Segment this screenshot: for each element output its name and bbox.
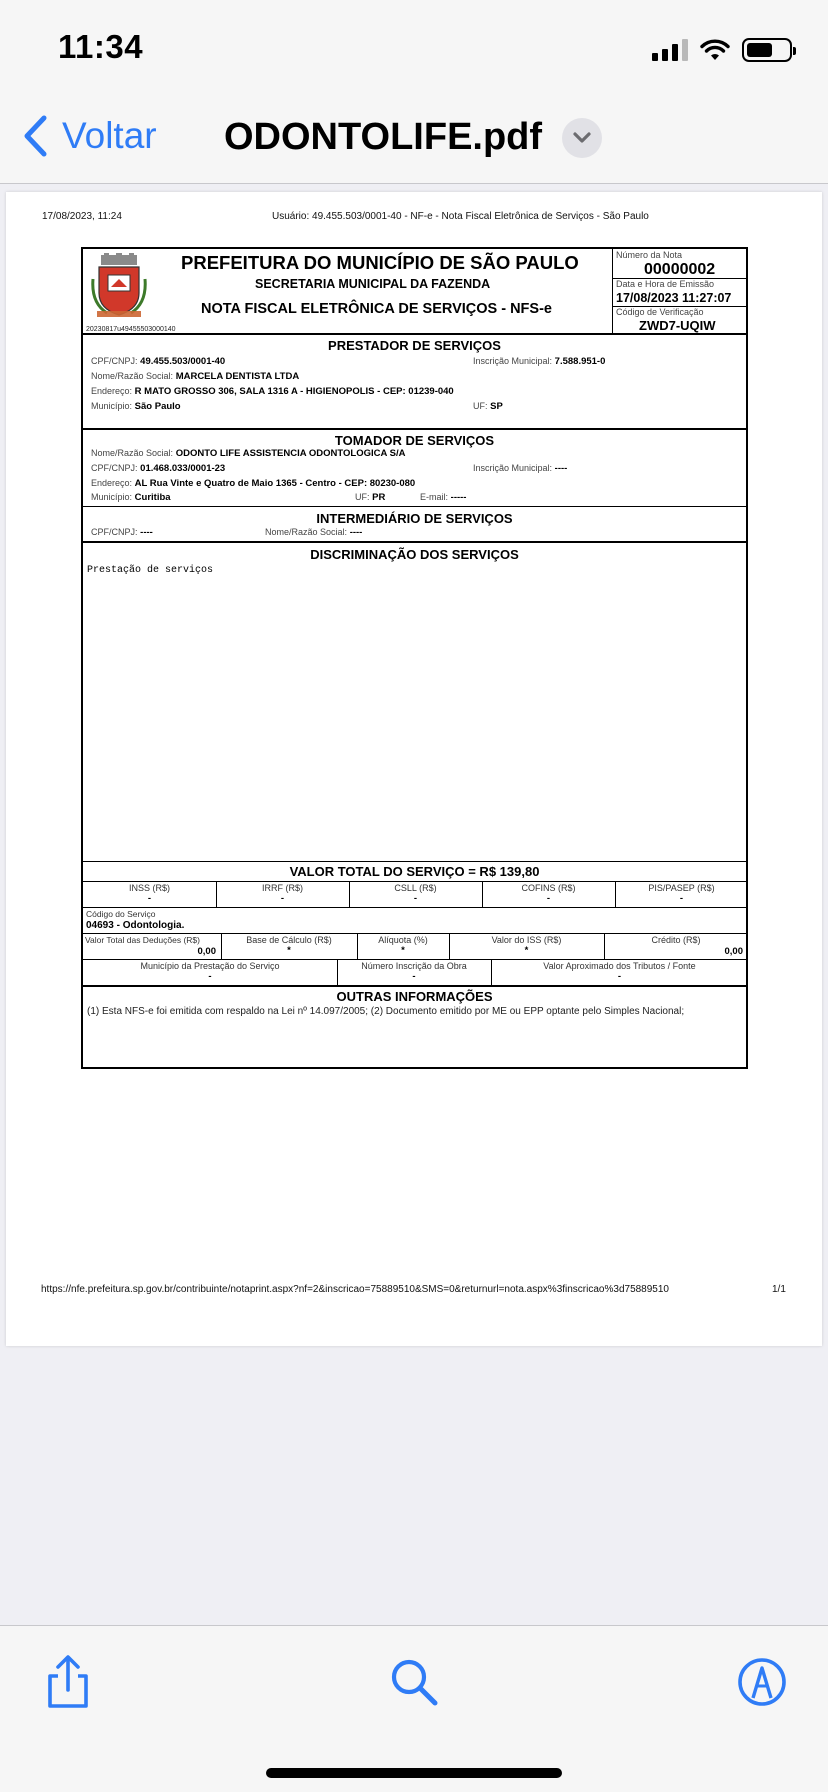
tomador-email: -----	[450, 492, 467, 503]
valor-total: VALOR TOTAL DO SERVIÇO = R$ 139,80	[289, 864, 540, 879]
numero-inscricao-obra: Número Inscrição da Obra -	[361, 961, 467, 982]
codigo-verificacao-label: Código de Verificação	[616, 307, 704, 317]
aliquota: Alíquota (%) *	[378, 935, 428, 956]
imposto-pis-pasep: PIS/PASEP (R$) -	[648, 883, 715, 904]
codigo-verificacao-value: ZWD7-UQIW	[639, 318, 716, 333]
data-emissao-value: 17/08/2023 11:27:07	[616, 291, 732, 305]
chevron-down-icon	[572, 131, 592, 145]
print-user: Usuário: 49.455.503/0001-40 - NF-e - Nota Fiscal Eletrônica de Serviços - São Paulo	[272, 211, 649, 222]
nfse-document: 20230817u49455503000140 PREFEITURA DO MUNICÍPIO DE SÃO PAULO SECRETARIA MUNICIPAL DA FAZENDA NOTA FISCAL ELETRÔNICA DE SERVIÇOS - NFS-e Número da Nota 00000002 Data e Hora de Emissão 17/08/2023 11:27:07 Código de Verificação ZWD7-UQIW PRESTADOR DE SERVIÇOS CPF/CNPJ: 49.455.503/0001-40 Inscrição Municipal: 7.588.951-0 Nome/Razão Social: MARCELA DENTISTA LTDA Endereço: R MATO GROSSO 306, SALA 1316 A - HIGIENOPOLIS - CEP: 01239-040 Município: São Paulo UF: SP TOMADOR DE SERVIÇOS Nome/Razão Social: ODONTO LIFE ASSISTENCIA ODONTOLOGICA S/A CPF/CNPJ: 01.468.033/0001-23 Inscrição Municipal: ---- Endereço: AL Rua Vinte e Quatro de Maio 1365 - Centro - CEP: 80230-080 Município: Curitiba UF: PR E-mail: ----- INTERMEDIÁRIO DE SERVIÇOS CPF/CNPJ: ---- Nome/Razão Social: ---- DISCRIMINAÇÃO DOS SERVIÇOS Prestação de serviços VALOR TOTAL DO SERVIÇO = R$ 139,80 INSS (R$) - IRRF (R$) - CSLL (R$) - COFINS (R$) - PIS/PASEP (R$) - Código do Serviço 04693 - Odontologia. Valor Total das Deduções (R$) 0,00 Base de Cálculo (R$) * Alíquota (%) * Valor do ISS (R$) * Crédito (R$) 0,00 Município da Prestação do Serviço - Número Inscrição da Obra - Valor Aproximado dos Tributos / Fonte - OUTRAS INFORMAÇÕES (1) Esta NFS-e foi emitida com respaldo na Lei nº 14.097/2005; (2) Documento emitido por ME ou EPP optante pelo Simples Nacional;	[81, 247, 748, 1069]
tomador-inscricao: ----	[554, 463, 568, 474]
pdf-page[interactable]	[6, 192, 822, 1346]
deducoes-label: Valor Total das Deduções (R$)	[85, 935, 200, 945]
base-calculo: Base de Cálculo (R$) *	[246, 935, 332, 956]
bottom-toolbar	[0, 1625, 828, 1792]
navigation-bar	[0, 96, 828, 184]
outras-informacoes-title: OUTRAS INFORMAÇÕES	[336, 989, 493, 1004]
credito-value: 0,00	[724, 946, 743, 957]
header-prefeitura: PREFEITURA DO MUNICÍPIO DE SÃO PAULO	[181, 252, 579, 273]
imposto-inss: INSS (R$) -	[128, 883, 170, 904]
prestador-municipio: São Paulo	[134, 401, 181, 412]
share-button[interactable]	[40, 1654, 96, 1710]
data-emissao-label: Data e Hora de Emissão	[616, 279, 715, 289]
imposto-cofins: COFINS (R$) -	[521, 883, 576, 904]
intermediario-title: INTERMEDIÁRIO DE SERVIÇOS	[316, 511, 513, 526]
prestador-nome: MARCELA DENTISTA LTDA	[175, 371, 300, 382]
codigo-servico-value: 04693 - Odontologia.	[86, 920, 185, 931]
city-coat-of-arms-icon	[91, 253, 147, 319]
outras-informacoes-text: (1) Esta NFS-e foi emitida com respaldo na Lei nº 14.097/2005; (2) Documento emitido por ME ou EPP optante pelo Simples Nacional;	[87, 1006, 685, 1017]
municipio-prestacao: Município da Prestação do Serviço -	[140, 961, 280, 982]
footer-page-number: 1/1	[772, 1284, 786, 1295]
prestador-title: PRESTADOR DE SERVIÇOS	[328, 338, 501, 353]
status-bar	[0, 0, 828, 96]
imposto-irrf: IRRF (R$) -	[262, 883, 303, 904]
credito-label: Crédito (R$)	[651, 935, 701, 945]
markup-button[interactable]	[734, 1654, 790, 1710]
discriminacao-title: DISCRIMINAÇÃO DOS SERVIÇOS	[310, 547, 519, 562]
tomador-endereco: AL Rua Vinte e Quatro de Maio 1365 - Centro - CEP: 80230-080	[134, 478, 416, 489]
deducoes-value: 0,00	[197, 946, 216, 957]
prestador-endereco: R MATO GROSSO 306, SALA 1316 A - HIGIENOPOLIS - CEP: 01239-040	[134, 386, 454, 397]
home-indicator[interactable]	[266, 1768, 562, 1778]
search-icon	[386, 1654, 442, 1710]
discriminacao-text: Prestação de serviços	[87, 565, 214, 576]
intermediario-cpf: ----	[140, 527, 153, 538]
tomador-municipio: Curitiba	[134, 492, 171, 503]
back-button-label: Voltar	[62, 115, 157, 156]
share-icon	[40, 1654, 96, 1710]
battery-icon	[742, 38, 792, 62]
prestador-uf: SP	[490, 401, 503, 412]
imposto-csll: CSLL (R$) -	[394, 883, 437, 904]
tomador-uf: PR	[372, 492, 386, 503]
codigo-servico-label: Código do Serviço	[86, 909, 156, 919]
prestador-cpf: 49.455.503/0001-40	[140, 356, 226, 367]
tomador-title: TOMADOR DE SERVIÇOS	[334, 433, 495, 448]
document-title[interactable]: ODONTOLIFE.pdf	[224, 116, 543, 158]
barcode-text: 20230817u49455503000140	[86, 326, 176, 333]
numero-nota-value: 00000002	[644, 261, 716, 278]
status-icons	[652, 36, 792, 64]
tomador-nome: ODONTO LIFE ASSISTENCIA ODONTOLOGICA S/A	[175, 448, 406, 459]
print-date: 17/08/2023, 11:24	[42, 211, 122, 222]
clock: 11:34	[58, 28, 144, 65]
markup-pen-icon	[734, 1654, 790, 1710]
title-menu-button[interactable]	[562, 118, 602, 158]
valor-iss: Valor do ISS (R$) *	[491, 935, 562, 956]
prestador-inscricao: 7.588.951-0	[554, 356, 606, 367]
back-button[interactable]	[22, 114, 157, 158]
cellular-signal-icon	[652, 39, 688, 61]
footer-url: https://nfe.prefeitura.sp.gov.br/contribuinte/notaprint.aspx?nf=2&inscricao=75889510&SMS=0&returnurl=nota.aspx%3finscricao%3d75889510	[41, 1284, 669, 1295]
intermediario-nome: ----	[349, 527, 363, 538]
numero-nota-label: Número da Nota	[616, 250, 683, 260]
valor-aproximado-tributos: Valor Aproximado dos Tributos / Fonte -	[543, 961, 696, 982]
header-nfse-title: NOTA FISCAL ELETRÔNICA DE SERVIÇOS - NFS-e	[201, 301, 552, 317]
wifi-icon	[700, 38, 730, 62]
tomador-cpf: 01.468.033/0001-23	[140, 463, 226, 474]
chevron-left-icon	[22, 114, 48, 158]
header-secretaria: SECRETARIA MUNICIPAL DA FAZENDA	[255, 277, 491, 291]
search-button[interactable]	[386, 1654, 442, 1710]
